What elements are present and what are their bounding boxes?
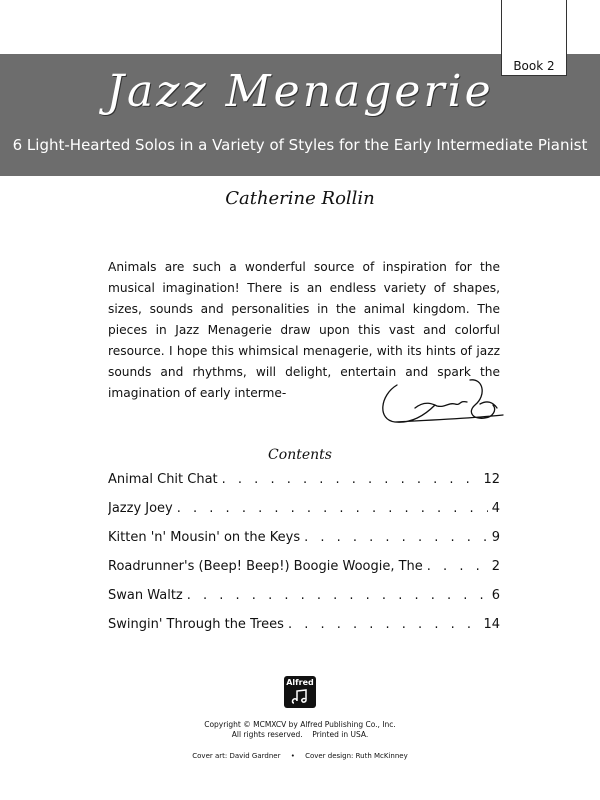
toc-page: 9 [491, 530, 500, 545]
toc-page: 6 [491, 588, 500, 603]
author-signature [375, 360, 505, 430]
toc-title: Swan Waltz [108, 588, 183, 603]
contents-heading: Contents [268, 447, 332, 463]
leader-dots [304, 530, 488, 545]
book-tab [501, 0, 567, 76]
copyright-notice [0, 720, 600, 740]
leader-dots [187, 588, 488, 603]
book-subtitle: 6 Light-Hearted Solos in a Variety of Styles for the Early Intermediate Pianist [12, 136, 588, 154]
leader-dots [222, 472, 480, 487]
toc-title: Roadrunner's (Beep! Beep!) Boogie Woogie, The [108, 559, 423, 574]
publisher-logo-word: Alfred [286, 678, 314, 687]
toc-entry[interactable] [108, 617, 500, 646]
table-of-contents [108, 472, 500, 646]
music-note-icon [291, 689, 309, 705]
cover-art-credit: Cover art: David Gardner [192, 752, 281, 760]
author-name: Catherine Rollin [225, 188, 375, 209]
copyright-line: Copyright © MCMXCV by Alfred Publishing Co., Inc. [204, 720, 396, 729]
toc-title: Swingin' Through the Trees [108, 617, 284, 632]
toc-page: 4 [491, 501, 500, 516]
leader-dots [427, 559, 488, 574]
toc-page: 12 [483, 472, 500, 487]
leader-dots [288, 617, 480, 632]
publisher-logo [284, 676, 316, 708]
leader-dots [177, 501, 488, 516]
toc-entry[interactable] [108, 559, 500, 588]
toc-entry[interactable] [108, 530, 500, 559]
cover-credits [0, 752, 600, 760]
toc-page: 2 [491, 559, 500, 574]
toc-entry[interactable] [108, 472, 500, 501]
toc-entry[interactable] [108, 588, 500, 617]
intro-paragraph: Animals are such a wonderful source of inspiration for the musical imagination! There is an endless variety of shapes, sizes, sounds and personalities in the animal kingdom. The pieces in Jazz Menagerie draw upon this vast and colorful resource. I hope this whimsical menagerie, with its hints of jazz sounds and rhythms, will delight, entertain and spark the imagination of early interme- [108, 260, 500, 400]
rights-line: All rights reserved. Printed in USA. [231, 730, 369, 739]
toc-page: 14 [483, 617, 500, 632]
cover-design-credit: Cover design: Ruth McKinney [305, 752, 408, 760]
toc-entry[interactable] [108, 501, 500, 530]
credit-separator: • [290, 752, 295, 760]
toc-title: Kitten 'n' Mousin' on the Keys [108, 530, 301, 545]
toc-title: Animal Chit Chat [108, 472, 218, 487]
book-title: Jazz Menagerie [106, 66, 494, 117]
toc-title: Jazzy Joey [108, 501, 173, 516]
book-label: Book 2 [513, 59, 555, 73]
